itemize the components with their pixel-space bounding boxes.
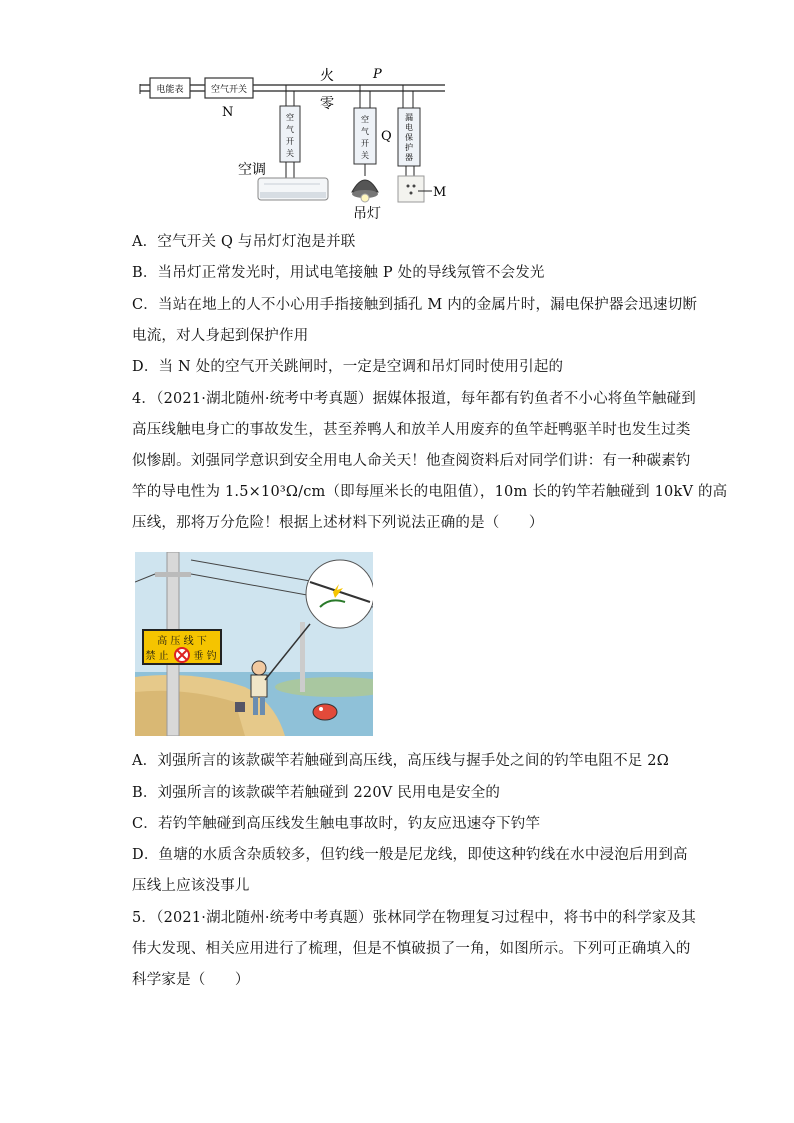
svg-text:高 压 线 下: 高 压 线 下 (157, 636, 207, 647)
svg-text:空: 空 (286, 113, 294, 122)
zoom-bubble (306, 560, 373, 628)
fishing-illustration (135, 552, 373, 736)
fish-icon (313, 704, 337, 720)
warning-sign (143, 630, 221, 664)
q3-option-c-cont: 电流，对人身起到保护作用 (132, 328, 309, 344)
q4-stem-3: 似惨剧。刘强同学意识到安全用电人命关天！他查阅资料后对同学们讲：有一种碳素钓 (132, 453, 691, 469)
q4-option-b: B．刘强所言的该款碳竿若触碰到 220V 民用电是安全的 (132, 785, 501, 801)
socket-icon (398, 176, 424, 202)
svg-text:开: 开 (286, 137, 294, 146)
svg-text:气: 气 (286, 125, 294, 134)
label-P: P (373, 67, 382, 82)
svg-text:保: 保 (405, 133, 413, 142)
label-fire: 火 (320, 68, 334, 84)
label-M: M (433, 185, 447, 200)
label-N: N (222, 105, 234, 120)
q4-stem-5: 压线，那将万分危险！根据上述材料下列说法正确的是（ ） (132, 515, 544, 531)
q5-stem-1: 5．（2021·湖北随州·统考中考真题）张林同学在物理复习过程中，将书中的科学家及其 (132, 910, 696, 926)
q4-option-d: D．鱼塘的水质含杂质较多，但钓线一般是尼龙线，即使这种钓线在水中浸泡后用到高 (132, 847, 688, 863)
svg-text:器: 器 (405, 153, 413, 162)
svg-text:护: 护 (405, 143, 413, 152)
q5-stem-2: 伟大发现、相关应用进行了梳理，但是不慎破损了一角，如图所示。下列可正确填入的 (132, 941, 691, 957)
air-conditioner-icon (258, 178, 328, 200)
label-zero: 零 (320, 96, 334, 112)
label-Q: Q (381, 129, 392, 144)
meter-label: 电能表 (156, 85, 184, 95)
svg-text:气: 气 (361, 127, 369, 136)
q4-option-c: C．若钓竿触碰到高压线发生触电事故时，钓友应迅速夺下钓竿 (132, 816, 541, 832)
q5-stem-3: 科学家是（ ） (132, 972, 250, 988)
svg-text:开: 开 (361, 139, 369, 148)
svg-text:空: 空 (361, 115, 369, 124)
lamp-label: 吊灯 (353, 206, 381, 222)
svg-text:漏: 漏 (405, 113, 413, 122)
lamp-icon (352, 180, 378, 202)
main-switch-label: 空气开关 (210, 85, 248, 95)
q4-stem-4: 竿的导电性为 1.5×10³Ω/cm（即每厘米长的电阻值），10m 长的钓竿若触碰到 10kV 的高 (132, 484, 728, 500)
ac-label: 空调 (238, 162, 266, 178)
q3-option-c: C．当站在地上的人不小心用手指接触到插孔 M 内的金属片时，漏电保护器会迅速切断 (132, 297, 698, 313)
svg-text:垂 钓: 垂 钓 (193, 651, 217, 662)
svg-text:电: 电 (405, 123, 413, 132)
q4-stem-1: 4．（2021·湖北随州·统考中考真题）据媒体报道，每年都有钓鱼者不小心将鱼竿触碰到 (132, 391, 696, 407)
q4-option-a: A．刘强所言的该款碳竿若触碰到高压线，高压线与握手处之间的钓竿电阻不足 2Ω (132, 753, 669, 769)
q3-option-d: D．当 N 处的空气开关跳闸时，一定是空调和吊灯同时使用引起的 (132, 359, 564, 375)
q3-option-a: A．空气开关 Q 与吊灯灯泡是并联 (132, 234, 356, 250)
circuit-diagram (130, 58, 460, 233)
svg-text:关: 关 (286, 149, 294, 158)
q4-stem-2: 高压线触电身亡的事故发生，甚至养鸭人和放羊人用废弃的鱼竿赶鸭驱羊时也发生过类 (132, 422, 691, 438)
svg-text:关: 关 (361, 151, 369, 160)
q4-option-d-cont: 压线上应该没事儿 (132, 878, 250, 894)
svg-text:禁 止: 禁 止 (145, 651, 169, 662)
q3-option-b: B．当吊灯正常发光时，用试电笔接触 P 处的导线氖管不会发光 (132, 265, 545, 281)
